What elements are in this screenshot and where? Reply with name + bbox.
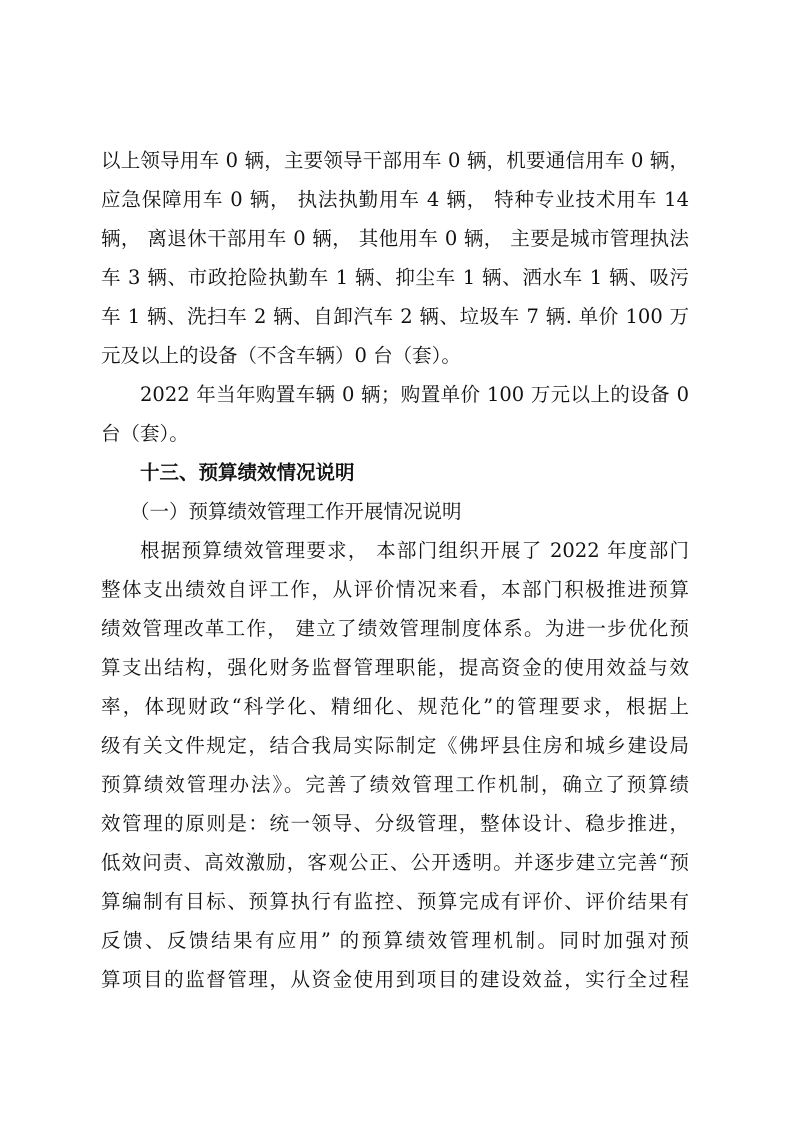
text-line: 绩效管理改革工作， 建立了绩效管理制度体系。为进一步优化预 [101,617,689,640]
text-line: 2022 年当年购置车辆 0 辆；购置单价 100 万元以上的设备 0 [140,383,689,406]
text-line: 以上领导用车 0 辆，主要领导干部用车 0 辆，机要通信用车 0 辆， [101,149,689,172]
text-line: 效管理的原则是：统一领导、分级管理，整体设计、稳步推进， [101,812,689,835]
text-line: 反馈、反馈结果有应用” 的预算绩效管理机制。同时加强对预 [101,929,689,952]
text-line: 低效问责、高效激励，客观公正、公开透明。并逐步建立完善“预 [101,851,689,874]
text-line: 级有关文件规定，结合我局实际制定《佛坪县住房和城乡建设局 [101,734,689,757]
section-heading: 十三、预算绩效情况说明 [140,461,355,484]
text-line: 整体支出绩效自评工作，从评价情况来看，本部门积极推进预算 [101,578,689,601]
text-line: 根据预算绩效管理要求， 本部门组织开展了 2022 年度部门 [140,539,689,562]
text-line: 算项目的监督管理，从资金使用到项目的建设效益，实行全过程 [101,968,689,991]
text-line: 元及以上的设备（不含车辆）0 台（套）。 [101,344,461,367]
text-line: 台（套）。 [101,422,189,445]
text-line: 辆， 离退休干部用车 0 辆， 其他用车 0 辆， 主要是城市管理执法 [101,227,689,250]
text-line: 算编制有目标、预算执行有监控、预算完成有评价、评价结果有 [101,890,689,913]
text-line: 算支出结构，强化财务监督管理职能，提高资金的使用效益与效 [101,656,689,679]
text-line: 预算绩效管理办法》。完善了绩效管理工作机制，确立了预算绩 [101,773,689,796]
text-line: 车 3 辆、市政抢险执勤车 1 辆、抑尘车 1 辆、洒水车 1 辆、吸污 [101,266,689,289]
text-line: 应急保障用车 0 辆， 执法执勤用车 4 辆， 特种专业技术用车 14 [101,188,689,211]
text-line: 车 1 辆、洗扫车 2 辆、自卸汽车 2 辆、垃圾车 7 辆. 单价 100 万 [101,305,689,328]
subsection-heading: （一）预算绩效管理工作开展情况说明 [130,500,462,523]
text-line: 率，体现财政“科学化、精细化、规范化”的管理要求，根据上 [101,695,689,718]
